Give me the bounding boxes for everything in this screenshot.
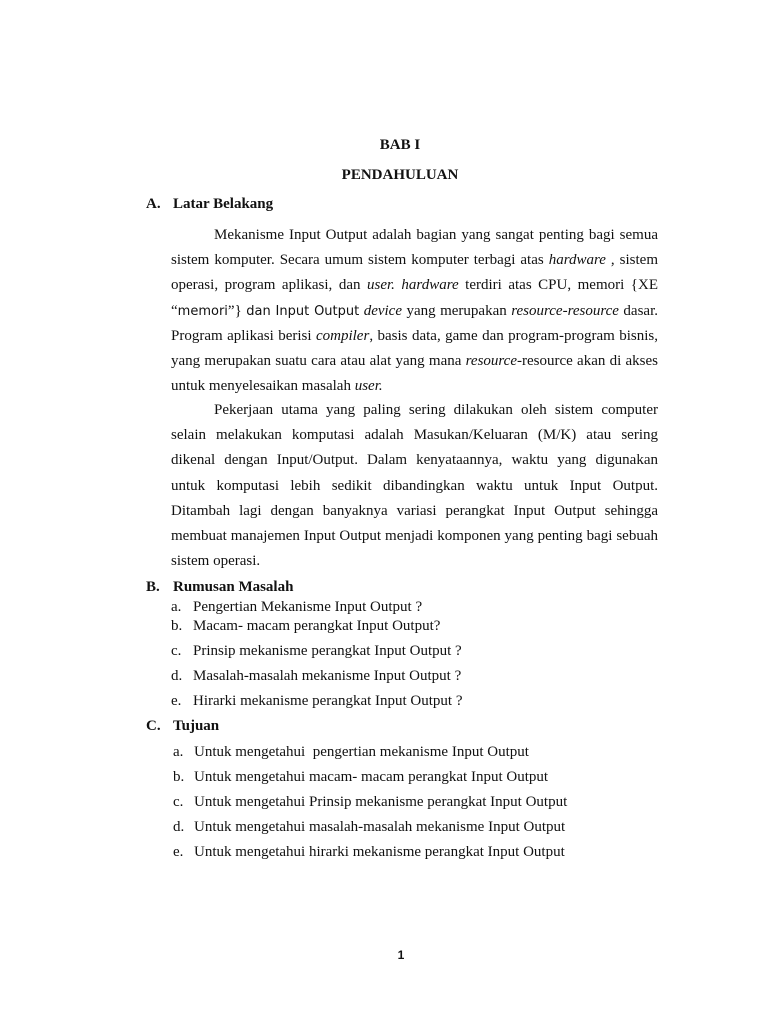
list-item: a. Untuk mengetahui pengertian mekanisme Input Output — [173, 744, 529, 760]
list-item: a. Pengertian Mekanisme Input Output ? — [171, 599, 423, 615]
section-a-title: Latar Belakang — [173, 196, 274, 212]
section-b-title: Rumusan Masalah — [173, 579, 294, 595]
list-item: e. Hirarki mekanisme perangkat Input Output ? — [171, 693, 463, 709]
section-c-heading — [146, 718, 219, 735]
paragraph-latar-belakang-1: Mekanisme Input Output adalah bagian yang sangat penting bagi semua sistem komputer. Secara umum sistem komputer terbagi atas hardware , sistem operasi, program aplikasi, dan user. hardware terdiri atas CPU, memori {XE “memori”} dan Input Output device yang merupakan resource-resource dasar. Program aplikasi berisi compiler, basis data, game dan program-program bisnis, yang merupakan suatu cara atau alat yang mana resource-resource akan di akses untuk menyelesaikan masalah user. — [171, 227, 659, 395]
section-c-label: C. — [146, 718, 161, 734]
list-item: b. Untuk mengetahui macam- macam perangkat Input Output — [173, 769, 549, 785]
list-item: c. Prinsip mekanisme perangkat Input Output ? — [171, 643, 462, 659]
list-item: e. Untuk mengetahui hirarki mekanisme perangkat Input Output — [173, 844, 565, 860]
section-b-label: B. — [146, 579, 160, 595]
section-a-heading — [146, 196, 273, 213]
chapter-title: PENDAHULUAN — [341, 167, 459, 183]
section-b-heading — [146, 579, 293, 596]
section-c-title: Tujuan — [173, 718, 220, 734]
section-a-label: A. — [146, 196, 161, 212]
list-item: c. Untuk mengetahui Prinsip mekanisme perangkat Input Output — [173, 794, 568, 810]
list-item: b. Macam- macam perangkat Input Output? — [171, 618, 441, 634]
page-number: 1 — [397, 948, 405, 962]
list-item: d. Masalah-masalah mekanisme Input Output ? — [171, 668, 462, 684]
chapter-heading: BAB I — [379, 137, 421, 153]
paragraph-latar-belakang-2: Pekerjaan utama yang paling sering dilakukan oleh sistem computer selain melakukan komputasi adalah Masukan/Keluaran (M/K) atau sering dikenal dengan Input/Output. Dalam kenyataannya, waktu yang digunakan untuk komputasi lebih sedikit dibandingkan waktu untuk Input Output. Ditambah lagi dengan banyaknya variasi perangkat Input Output sehingga membuat manajemen Input Output menjadi komponen yang penting bagi sebuah sistem operasi. — [171, 402, 658, 570]
list-item: d. Untuk mengetahui masalah-masalah mekanisme Input Output — [173, 819, 566, 835]
